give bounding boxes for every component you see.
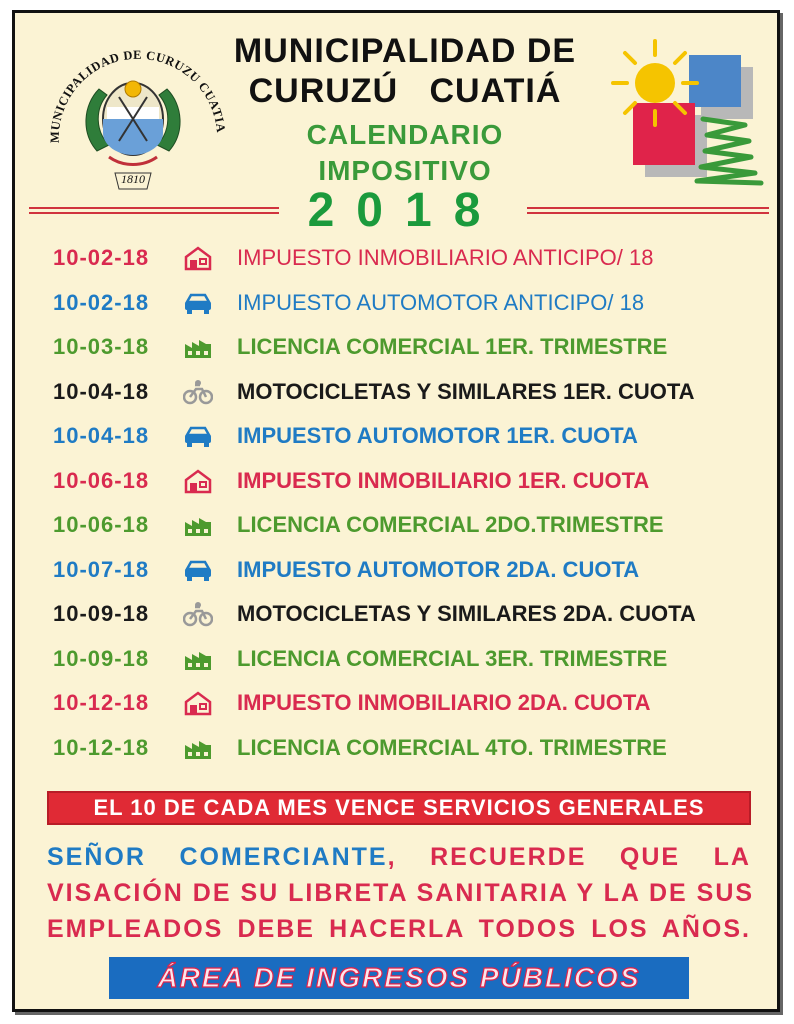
list-item xyxy=(15,547,777,592)
tax-description: MOTOCICLETAS Y SIMILARES 2DA. CUOTA xyxy=(237,601,696,626)
due-date: 10-07-18 xyxy=(53,556,150,582)
divider-left xyxy=(29,207,279,214)
divider-right xyxy=(527,207,769,214)
due-date: 10-06-18 xyxy=(53,467,150,493)
house-icon xyxy=(183,245,213,271)
house-icon xyxy=(183,468,213,494)
tax-description: IMPUESTO INMOBILIARIO ANTICIPO/ 18 xyxy=(237,245,654,270)
page-title xyxy=(205,31,605,111)
notice-line-3: EMPLEADOS DEBE HACERLA TODOS LOS AÑOS. xyxy=(47,915,751,943)
tax-description: IMPUESTO INMOBILIARIO 1ER. CUOTA xyxy=(237,467,650,493)
factory-icon xyxy=(183,646,213,672)
tax-description: IMPUESTO AUTOMOTOR 2DA. CUOTA xyxy=(237,556,640,582)
list-item xyxy=(15,235,777,280)
tax-description: LICENCIA COMERCIAL 2DO.TRIMESTRE xyxy=(237,512,664,537)
due-date: 10-06-18 xyxy=(53,512,150,537)
list-item xyxy=(15,324,777,369)
subtitle-line-1: CALENDARIO xyxy=(306,119,504,150)
tax-description: LICENCIA COMERCIAL 1ER. TRIMESTRE xyxy=(237,334,668,359)
car-icon xyxy=(183,423,213,449)
due-date: 10-12-18 xyxy=(53,690,150,715)
municipal-seal-icon xyxy=(37,33,229,193)
tax-calendar-list xyxy=(15,235,777,769)
car-icon xyxy=(183,557,213,583)
list-item xyxy=(15,280,777,325)
due-date: 10-09-18 xyxy=(53,601,150,626)
list-item xyxy=(15,369,777,414)
list-item xyxy=(15,413,777,458)
notice-line-2: VISACIÓN DE SU LIBRETA SANITARIA Y LA DE SUS xyxy=(47,879,755,907)
motorcycle-icon xyxy=(183,601,213,627)
tax-description: LICENCIA COMERCIAL 4TO. TRIMESTRE xyxy=(237,734,667,760)
list-item xyxy=(15,502,777,547)
factory-icon xyxy=(183,735,213,761)
subtitle-line-2: IMPOSITIVO xyxy=(318,155,492,186)
tax-description: MOTOCICLETAS Y SIMILARES 1ER. CUOTA xyxy=(237,378,695,404)
footer-department: ÁREA DE INGRESOS PÚBLICOS xyxy=(109,957,689,999)
tax-description: IMPUESTO INMOBILIARIO 2DA. CUOTA xyxy=(237,690,651,715)
tax-description: IMPUESTO AUTOMOTOR ANTICIPO/ 18 xyxy=(237,289,645,315)
list-item xyxy=(15,458,777,503)
due-date: 10-04-18 xyxy=(53,423,150,448)
poster xyxy=(12,10,780,1012)
title-line-2: CURUZÚ CUATIÁ xyxy=(248,72,562,110)
motorcycle-icon xyxy=(183,379,213,405)
factory-icon xyxy=(183,334,213,360)
notice-addressee: SEÑOR COMERCIANTE xyxy=(47,843,388,871)
list-item xyxy=(15,725,777,770)
due-date: 10-04-18 xyxy=(53,378,150,404)
seal-year: 1810 xyxy=(121,172,145,186)
due-date: 10-12-18 xyxy=(53,734,150,760)
list-item xyxy=(15,591,777,636)
sun-squares-logo-icon xyxy=(585,33,765,193)
list-item xyxy=(15,636,777,681)
tax-description: LICENCIA COMERCIAL 3ER. TRIMESTRE xyxy=(237,645,668,671)
merchant-notice xyxy=(47,839,755,947)
due-date: 10-09-18 xyxy=(53,645,150,671)
factory-icon xyxy=(183,512,213,538)
house-icon xyxy=(183,690,213,716)
car-icon xyxy=(183,290,213,316)
due-date: 10-02-18 xyxy=(53,289,150,315)
tax-description: IMPUESTO AUTOMOTOR 1ER. CUOTA xyxy=(237,423,638,448)
notice-line-1 xyxy=(47,839,751,875)
seal-ring-text: MUNICIPALIDAD DE CURUZU CUATIA xyxy=(47,47,229,144)
services-banner: EL 10 DE CADA MES VENCE SERVICIOS GENERALES xyxy=(47,791,751,825)
calendar-year: 2018 xyxy=(307,184,503,237)
calendar-subtitle xyxy=(245,117,565,189)
title-line-1: MUNICIPALIDAD DE xyxy=(233,32,577,70)
due-date: 10-02-18 xyxy=(53,245,150,270)
due-date: 10-03-18 xyxy=(53,334,150,359)
list-item xyxy=(15,680,777,725)
notice-line-1-rest: , RECUERDE QUE LA xyxy=(387,843,751,871)
